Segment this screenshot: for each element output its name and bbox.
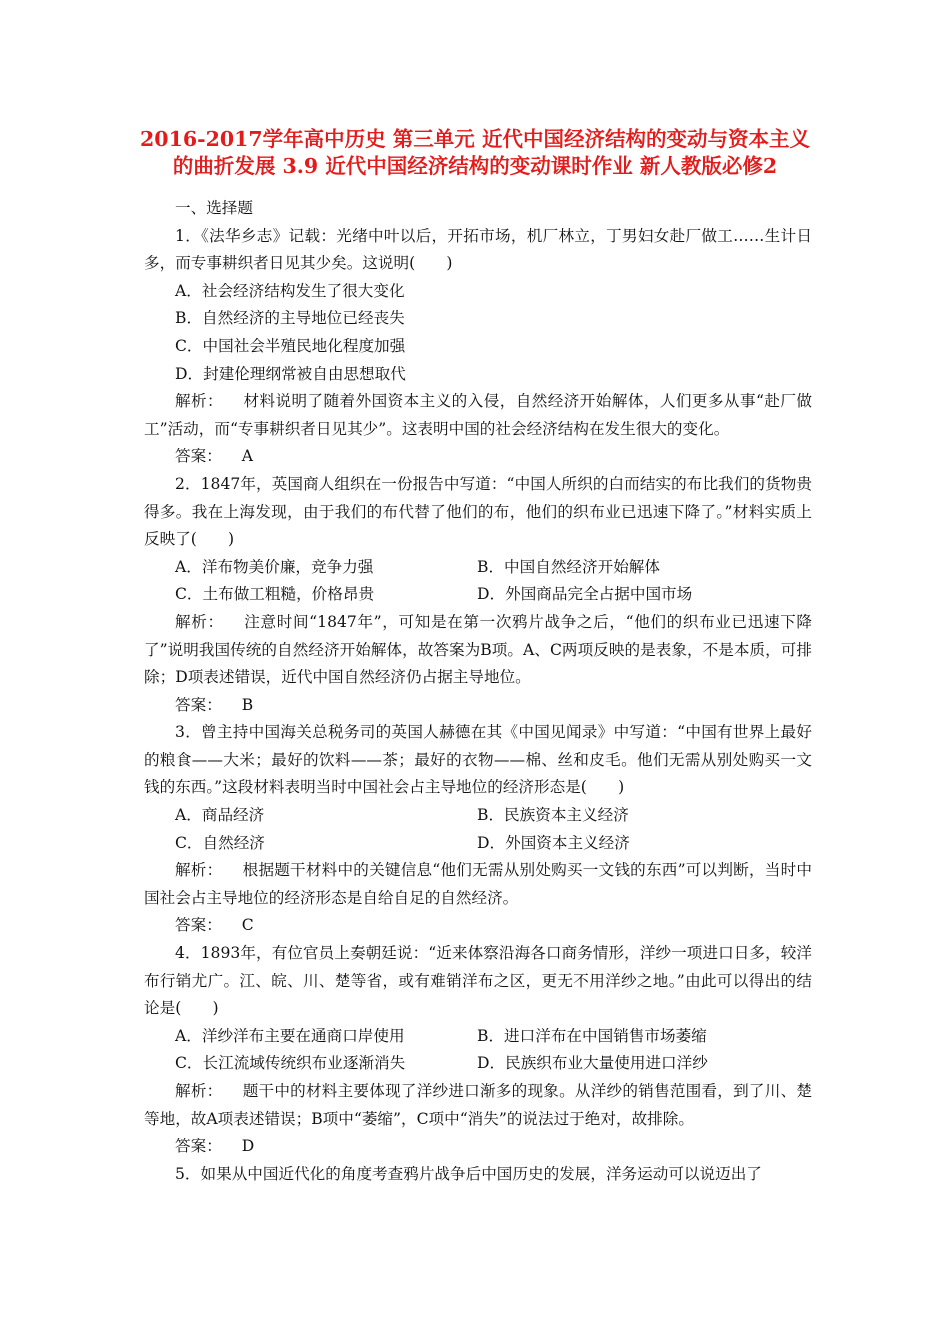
analysis-text: 题干中的材料主要体现了洋纱进口渐多的现象。从洋纱的销售范围看，到了川、楚等地，故A项表述错误；B项中“萎缩”，C项中“消失”的说法过于绝对，故排除。 — [144, 1082, 812, 1128]
document-body — [144, 195, 812, 1188]
option: B．进口洋布在中国销售市场萎缩 — [477, 1026, 707, 1045]
option-row — [144, 1050, 812, 1078]
analysis-label: 解析： — [175, 612, 224, 631]
section-heading: 一、选择题 — [175, 199, 253, 217]
option: A．社会经济结构发生了很大变化 — [175, 281, 405, 300]
answer-value: D — [241, 1137, 255, 1156]
document-title: 2016-2017学年高中历史 第三单元 近代中国经济结构的变动与资本主义的曲折发展 3.9 近代中国经济结构的变动课时作业 新人教版必修2 — [140, 127, 810, 178]
option-row — [144, 830, 812, 858]
analysis-label: 解析： — [175, 861, 223, 880]
option: C．自然经济 — [175, 833, 265, 852]
option: D．外国商品完全占据中国市场 — [477, 585, 693, 604]
analysis-label: 解析： — [175, 1082, 223, 1100]
option: D．外国资本主义经济 — [477, 833, 630, 852]
answer-value: A — [241, 447, 254, 466]
analysis — [144, 1078, 812, 1133]
answer-value: C — [241, 916, 254, 935]
option-row — [144, 802, 812, 830]
answer — [144, 1133, 812, 1161]
option: C．长江流域传统织布业逐渐消失 — [175, 1054, 406, 1073]
analysis-text: 注意时间“1847年”，可知是在第一次鸦片战争之后，“他们的织布业已迅速下降了”说明我国传统的自然经济开始解体，故答案为B项。A、C两项反映的是表象，不是本质，可排除；D项表述错误，近代中国自然经济仍占据主导地位。 — [144, 612, 812, 687]
answer-label: 答案： — [175, 695, 222, 714]
question-stem: 1．《法华乡志》记载：光绪中叶以后，开拓市场，机厂林立，丁男妇女赴厂做工……生计日多，而专事耕织者日见其少矣。这说明( ) — [144, 226, 812, 273]
option: B．自然经济的主导地位已经丧失 — [175, 309, 405, 328]
answer — [144, 692, 812, 720]
option-row — [144, 581, 812, 609]
answer-label: 答案： — [175, 1137, 222, 1156]
answer — [144, 443, 812, 471]
analysis-text: 材料说明了随着外国资本主义的入侵，自然经济开始解体，人们更多从事“赴厂做工”活动，而“专事耕织者日见其少”。这表明中国的社会经济结构在发生很大的变化。 — [144, 392, 812, 438]
option: D．民族织布业大量使用进口洋纱 — [477, 1054, 708, 1073]
answer — [144, 912, 812, 940]
analysis — [144, 388, 812, 443]
question-stem: 3．曾主持中国海关总税务司的英国人赫德在其《中国见闻录》中写道：“中国有世界上最好的粮食——大米；最好的饮料——茶；最好的衣物——棉、丝和皮毛。他们无需从别处购买一文钱的东西。”这段材料表明当时中国社会占主导地位的经济形态是( ) — [144, 723, 812, 797]
option-row — [144, 1023, 812, 1051]
option: A．洋布物美价廉，竞争力强 — [175, 557, 374, 576]
answer-label: 答案： — [175, 447, 222, 466]
question-stem: 4．1893年，有位官员上奏朝廷说：“近来体察沿海各口商务情形，洋纱一项进口日多，较洋布行销尤广。江、皖、川、楚等省，或有难销洋布之区，更无不用洋纱之地。”由此可以得出的结论是( ) — [144, 944, 812, 1018]
option: A．洋纱洋布主要在通商口岸使用 — [175, 1026, 405, 1045]
option: D．封建伦理纲常被自由思想取代 — [175, 364, 406, 383]
question-stem: 5．如果从中国近代化的角度考查鸦片战争后中国历史的发展，洋务运动可以说迈出了 — [175, 1164, 762, 1183]
analysis-text: 根据题干材料中的关键信息“他们无需从别处购买一文钱的东西”可以判断，当时中国社会占主导地位的经济形态是自给自足的自然经济。 — [144, 861, 812, 907]
answer-value: B — [241, 695, 254, 714]
option: C．中国社会半殖民地化程度加强 — [175, 336, 406, 355]
option: B．民族资本主义经济 — [477, 806, 629, 825]
option: C．土布做工粗糙，价格昂贵 — [175, 585, 375, 604]
option: A．商品经济 — [175, 806, 265, 825]
option-row — [144, 554, 812, 582]
analysis-label: 解析： — [175, 392, 224, 411]
question-stem: 2．1847年，英国商人组织在一份报告中写道：“中国人所织的白而结实的布比我们的货物贵得多。我在上海发现，由于我们的布代替了他们的布，他们的织布业已迅速下降了。”材料实质上反映了( ) — [144, 474, 812, 549]
option: B．中国自然经济开始解体 — [477, 557, 660, 576]
answer-label: 答案： — [175, 916, 222, 935]
analysis — [144, 609, 812, 692]
analysis — [144, 857, 812, 912]
